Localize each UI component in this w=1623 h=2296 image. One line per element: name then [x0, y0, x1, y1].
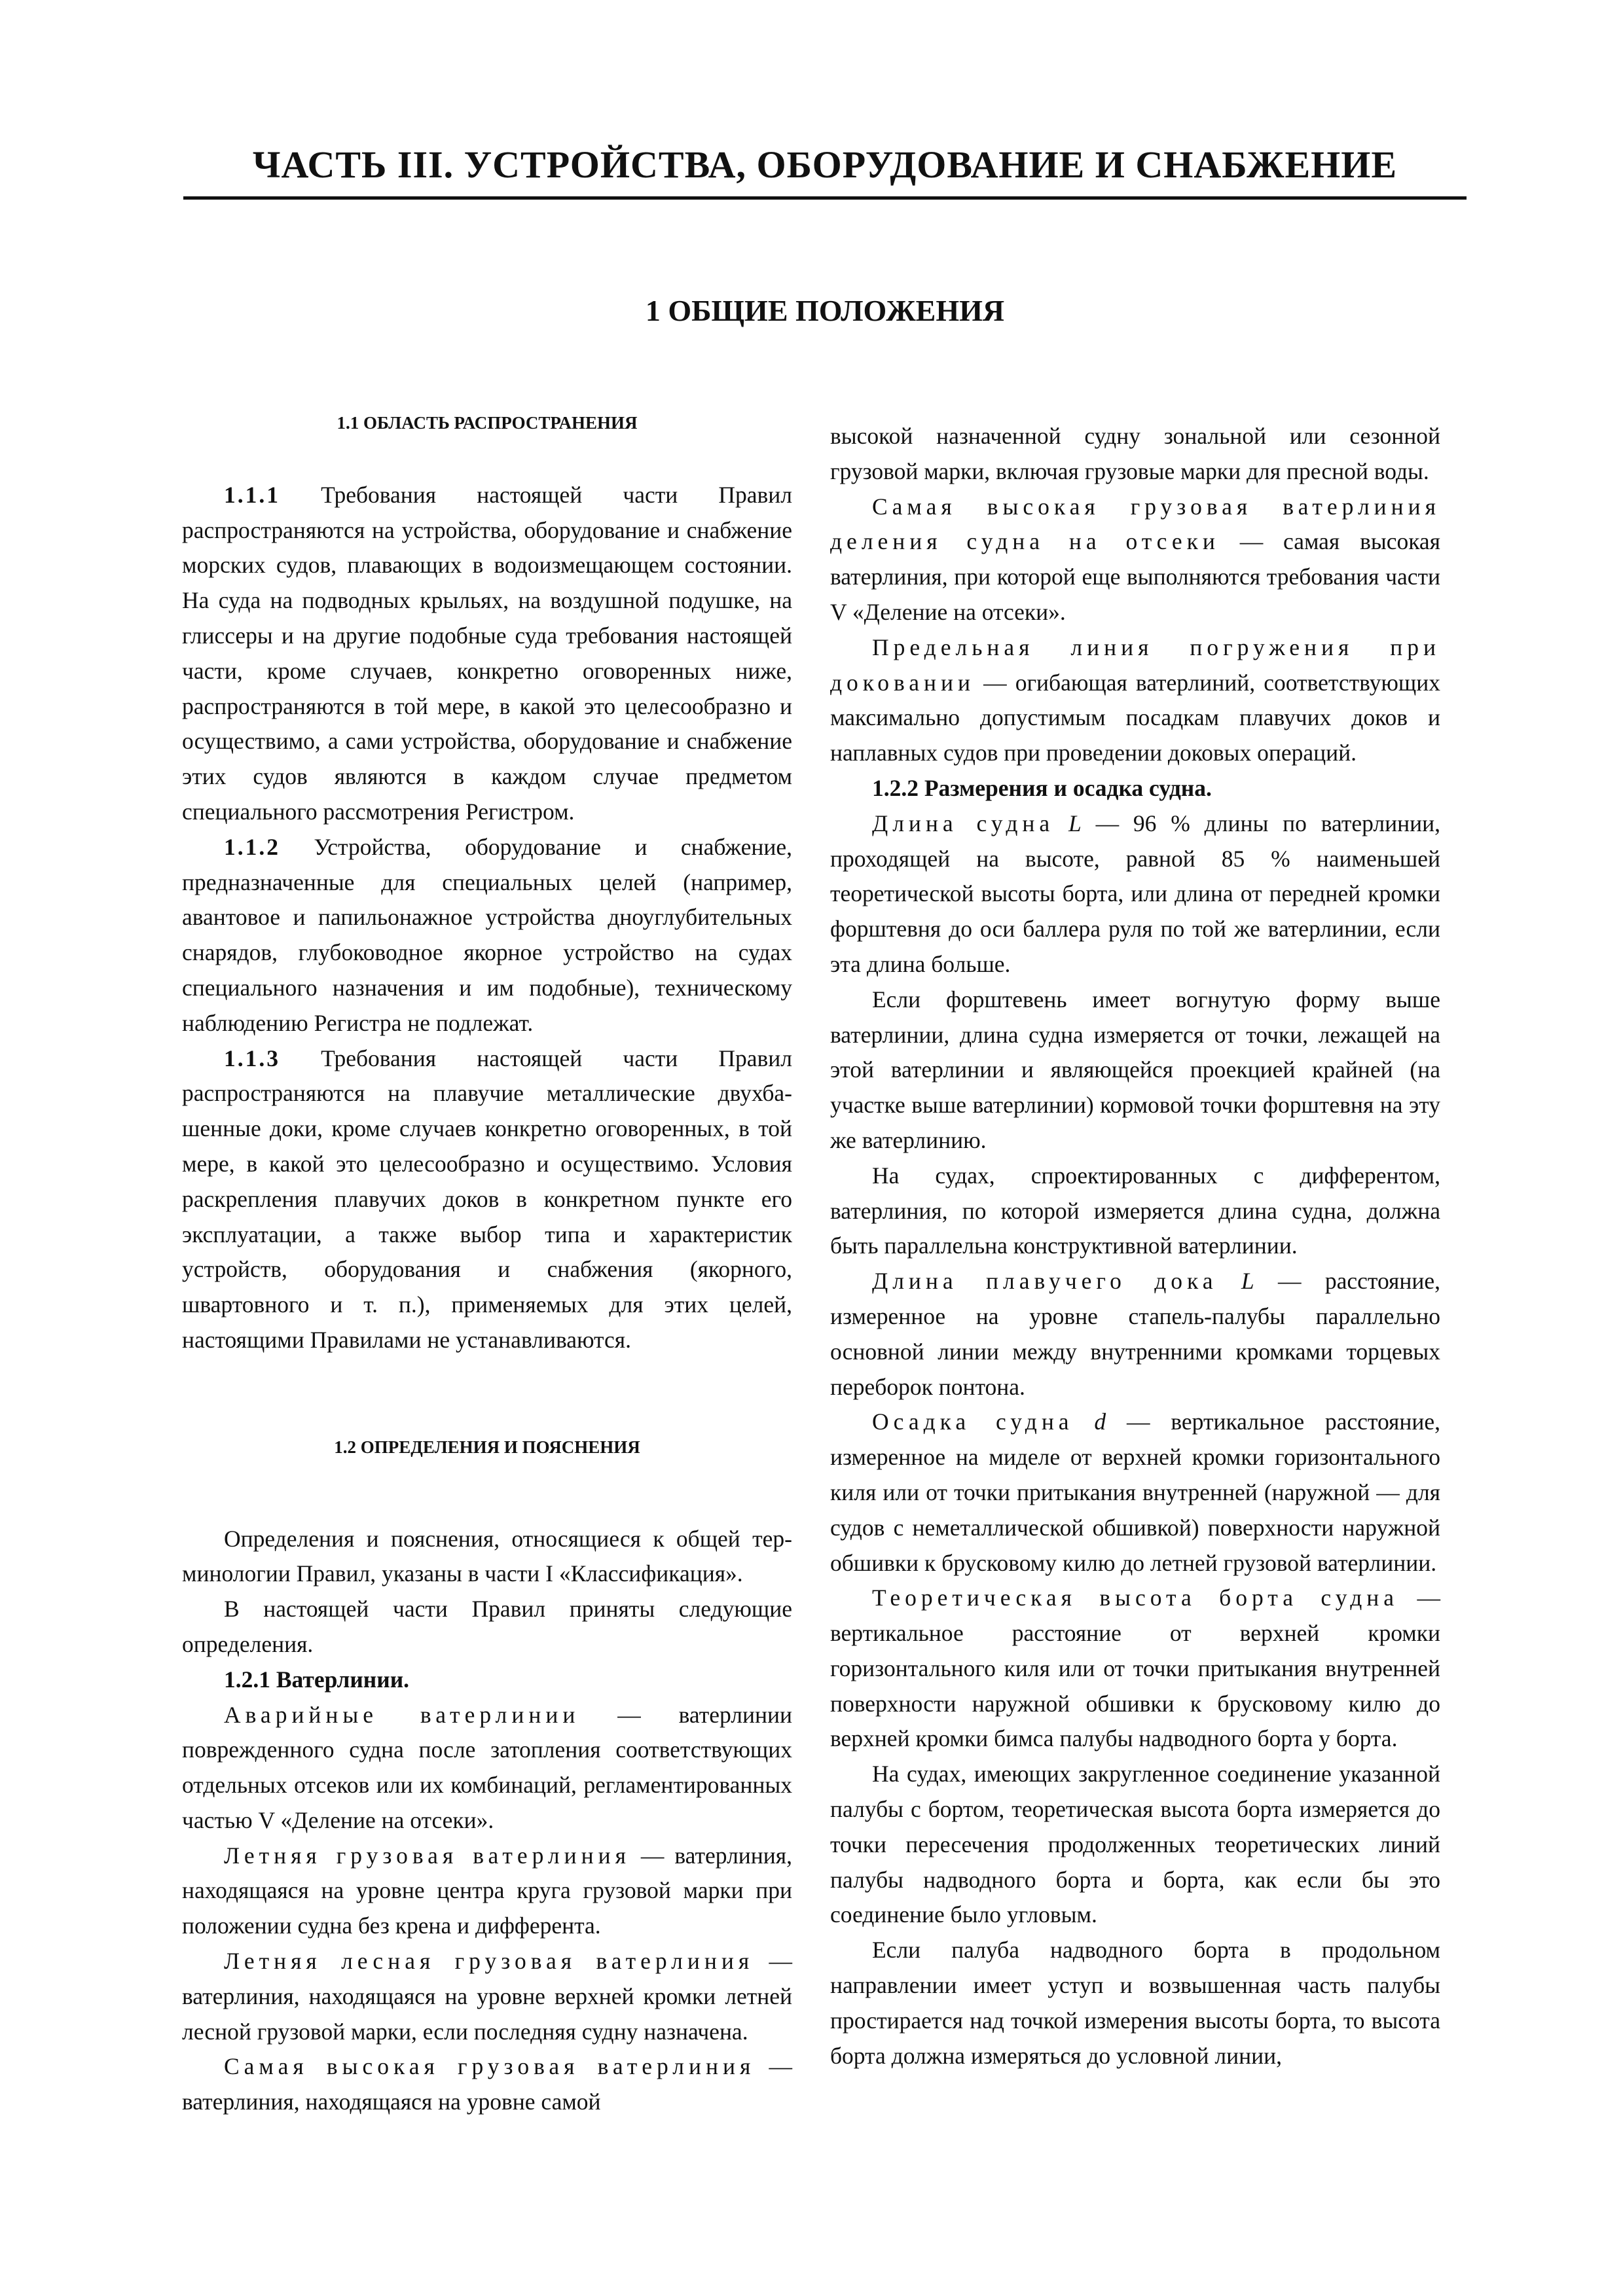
paragraph-1-1-1: [182, 478, 792, 830]
title-divider: [183, 196, 1467, 200]
definition-continuation: высокой назначенной судну зональной или сезонной грузовой марки, включая грузовые марки для пресной воды.: [830, 423, 1440, 484]
definition-text: — ватерлиния, находящаяся на уровне центра круга грузовой марки при положении судна без крена и дифферента.: [182, 1842, 792, 1939]
clause-text: Требования настоящей части Правил распространяются на устройства, оборудование и снабжение морских судов, плавающих в водоизмещающем состоянии. На суда на подводных крыльях, на воздушной подушке, на глиссеры и на другие подобные суда требования настоящей части, кроме случаев, конкретно оговоренных ниже, распространяются в той мере, в какой это целесообразно и осуществимо, а сами устройства, оборудование и снабжение этих судов являются в каждом случае предметом специального рассмотрения Регистром.: [182, 481, 793, 825]
heading-1-2-2: 1.2.2 Размерения и осадка судна.: [872, 774, 1212, 801]
clause-number: 1.1.3: [224, 1045, 280, 1071]
definition-summer-timber-waterline: [182, 1944, 792, 2049]
definition-dock-length: [830, 1264, 1440, 1405]
paragraph-concave-stem: Если форштевень имеет вогнутую форму выше ватерлинии, длина судна измеряется от точки, лежащей на этой ватерлинии и являющейся проекцией крайней (на участке выше ватерлинии) кормовой точки форштевня на эту же ватерлинию.: [830, 986, 1440, 1153]
paragraph-designed-trim: На судах, спроектированных с дифферентом, ватерлиния, по которой измеряется длина судна, должна быть параллельна конструктивной ватерлинии.: [830, 1162, 1440, 1259]
page-title: ЧАСТЬ III. УСТРОЙСТВА, ОБОРУДОВАНИЕ И СНАБЖЕНИЕ: [252, 143, 1398, 186]
clause-text: Устройства, оборудование и снабжение, предназначенные для специальных целей (например, авантовое и папильонажное устройства дноуглубительных снарядов, глубоководное якорное устройство на судах специального назначения и им подобные), техническому наблюдению Регистра не подлежат.: [182, 833, 792, 1036]
left-column: [182, 393, 792, 2120]
paragraph-1-1-3: [182, 1041, 792, 1358]
clause-text: Требования настоящей части Правил распространяются на плавучие металлические двухбашенные доки, кроме случаев конкретно оговоренных, в той мере, в какой это целесообразно и осуществимо. Условия раскрепления плавучих доков в конкретном пункте его эксплуатации, а также выбор типа и характеристик устройств, оборудования и снабжения (якорного, швартовного и т. п.), применяемых для этих целей, настоящими Правилами не устанавливаются.: [182, 1045, 793, 1353]
defined-term: Летняя лесная грузовая ватерлиния: [224, 1948, 754, 1975]
defined-term: Самая высокая грузовая ватерлиния: [224, 2053, 756, 2080]
subsection-heading-1-1: 1.1 ОБЛАСТЬ РАСПРОСТРАНЕНИЯ: [337, 413, 638, 433]
subsection-heading-1-2: 1.2 ОПРЕДЕЛЕНИЯ И ПОЯСНЕНИЯ: [334, 1437, 640, 1457]
definition-text: — вертикальное расстояние, измеренное на миделе от верхней кромки горизонтального киля или от точки притыкания внутренней (наружной — для судов с неметаллической обшивкой) поверхности наружной обшивки к брусковому килю до летней грузовой ватерлинии.: [830, 1408, 1441, 1576]
definition-text: — вертикальное расстояние от верхней кромки горизонтального киля или от точки притыкания внутренней поверхности наружной обшивки к брусковому килю до верхней кромки бимса палубы надводного борта у борта.: [830, 1585, 1440, 1752]
definition-ship-length: [830, 806, 1440, 982]
definition-deepest-load-waterline: [182, 2049, 792, 2120]
definition-subdivision-waterline: [830, 490, 1440, 630]
paragraph-1-1-2: [182, 830, 792, 1041]
definition-emergency-waterlines: [182, 1698, 792, 1839]
defined-term: Длина судна: [872, 810, 1055, 836]
clause-number: 1.1.2: [224, 833, 280, 860]
paragraph-stepped-deck: Если палуба надводного борта в продольном направлении имеет уступ и возвышенная часть палубы простирается над точкой измерения высоты борта, то высота борта должна измеряться до условной линии,: [830, 1937, 1440, 2069]
paragraph-rounded-gunwale: На судах, имеющих закругленное соединение указанной палубы с бортом, теоретическая высота борта измеряется до точки пересечения продолженных теоретических линий палубы надводного борта и борта, как если бы это соединение было угловым.: [830, 1761, 1440, 1928]
definition-text: — расстояние, измеренное на уровне стапель-палубы параллельно основной линии между внутренними кромками торцевых переборок понтона.: [830, 1268, 1440, 1400]
definition-draught: [830, 1405, 1440, 1581]
paragraph-definitions-intro: Определения и пояснения, относящиеся к общей терминологии Правил, указаны в части I «Классификация».: [182, 1525, 792, 1587]
definition-docking-immersion-line: [830, 630, 1440, 771]
paragraph-definitions-accepted: В настоящей части Правил приняты следующие определения.: [182, 1596, 792, 1657]
defined-term: Теоретическая высота борта судна: [872, 1585, 1399, 1611]
definition-moulded-depth: [830, 1581, 1440, 1757]
definition-text: — ватерлиния, находящаяся на уровне верхней кромки летней лесной грузовой марки, если последняя судну назначена.: [182, 1948, 793, 2045]
right-column: [830, 419, 1440, 2073]
defined-term: Осадка судна: [872, 1408, 1074, 1435]
symbol: d: [1094, 1408, 1106, 1435]
section-title: 1 ОБЩИЕ ПОЛОЖЕНИЯ: [645, 294, 1005, 327]
defined-term: Длина плавучего дока: [872, 1268, 1218, 1295]
defined-term: Предельная линия погружения при доковании: [830, 634, 1440, 696]
defined-term: Летняя грузовая ватерлиния: [224, 1842, 630, 1869]
definition-summer-load-waterline: [182, 1839, 792, 1944]
symbol: L: [1068, 810, 1082, 836]
definition-text: — 96 % длины по ватерлинии, проходящей на высоте, равной 85 % наименьшей теоретической высоты борта, или длина от передней кромки форштевня до оси баллера руля по той же ватерлинии, если эта длина больше.: [830, 810, 1441, 977]
clause-number: 1.1.1: [224, 481, 280, 508]
definition-text: — ватерлиния, находящаяся на уровне самой: [182, 2053, 793, 2115]
definition-text: — огибающая ватерлиний, соответствующих максимально допустимым посадкам плавучих доков и наплавных судов при проведении доковых операций.: [830, 669, 1440, 766]
defined-term: Аварийные ватерлинии: [224, 1701, 580, 1728]
heading-1-2-1: 1.2.1 Ватерлинии.: [224, 1666, 410, 1693]
definition-text: — самая высокая ватерлиния, при которой еще выполняются требования части V «Деление на отсеки».: [830, 528, 1440, 625]
defined-term: Самая высокая грузовая ватерлиния деления судна на отсеки: [830, 493, 1440, 555]
symbol: L: [1241, 1268, 1254, 1295]
definition-text: — ватерлинии поврежденного судна после затопления соответствующих отдельных отсеков или их комбинаций, регламентированных частью V «Деление на отсеки».: [182, 1701, 792, 1833]
